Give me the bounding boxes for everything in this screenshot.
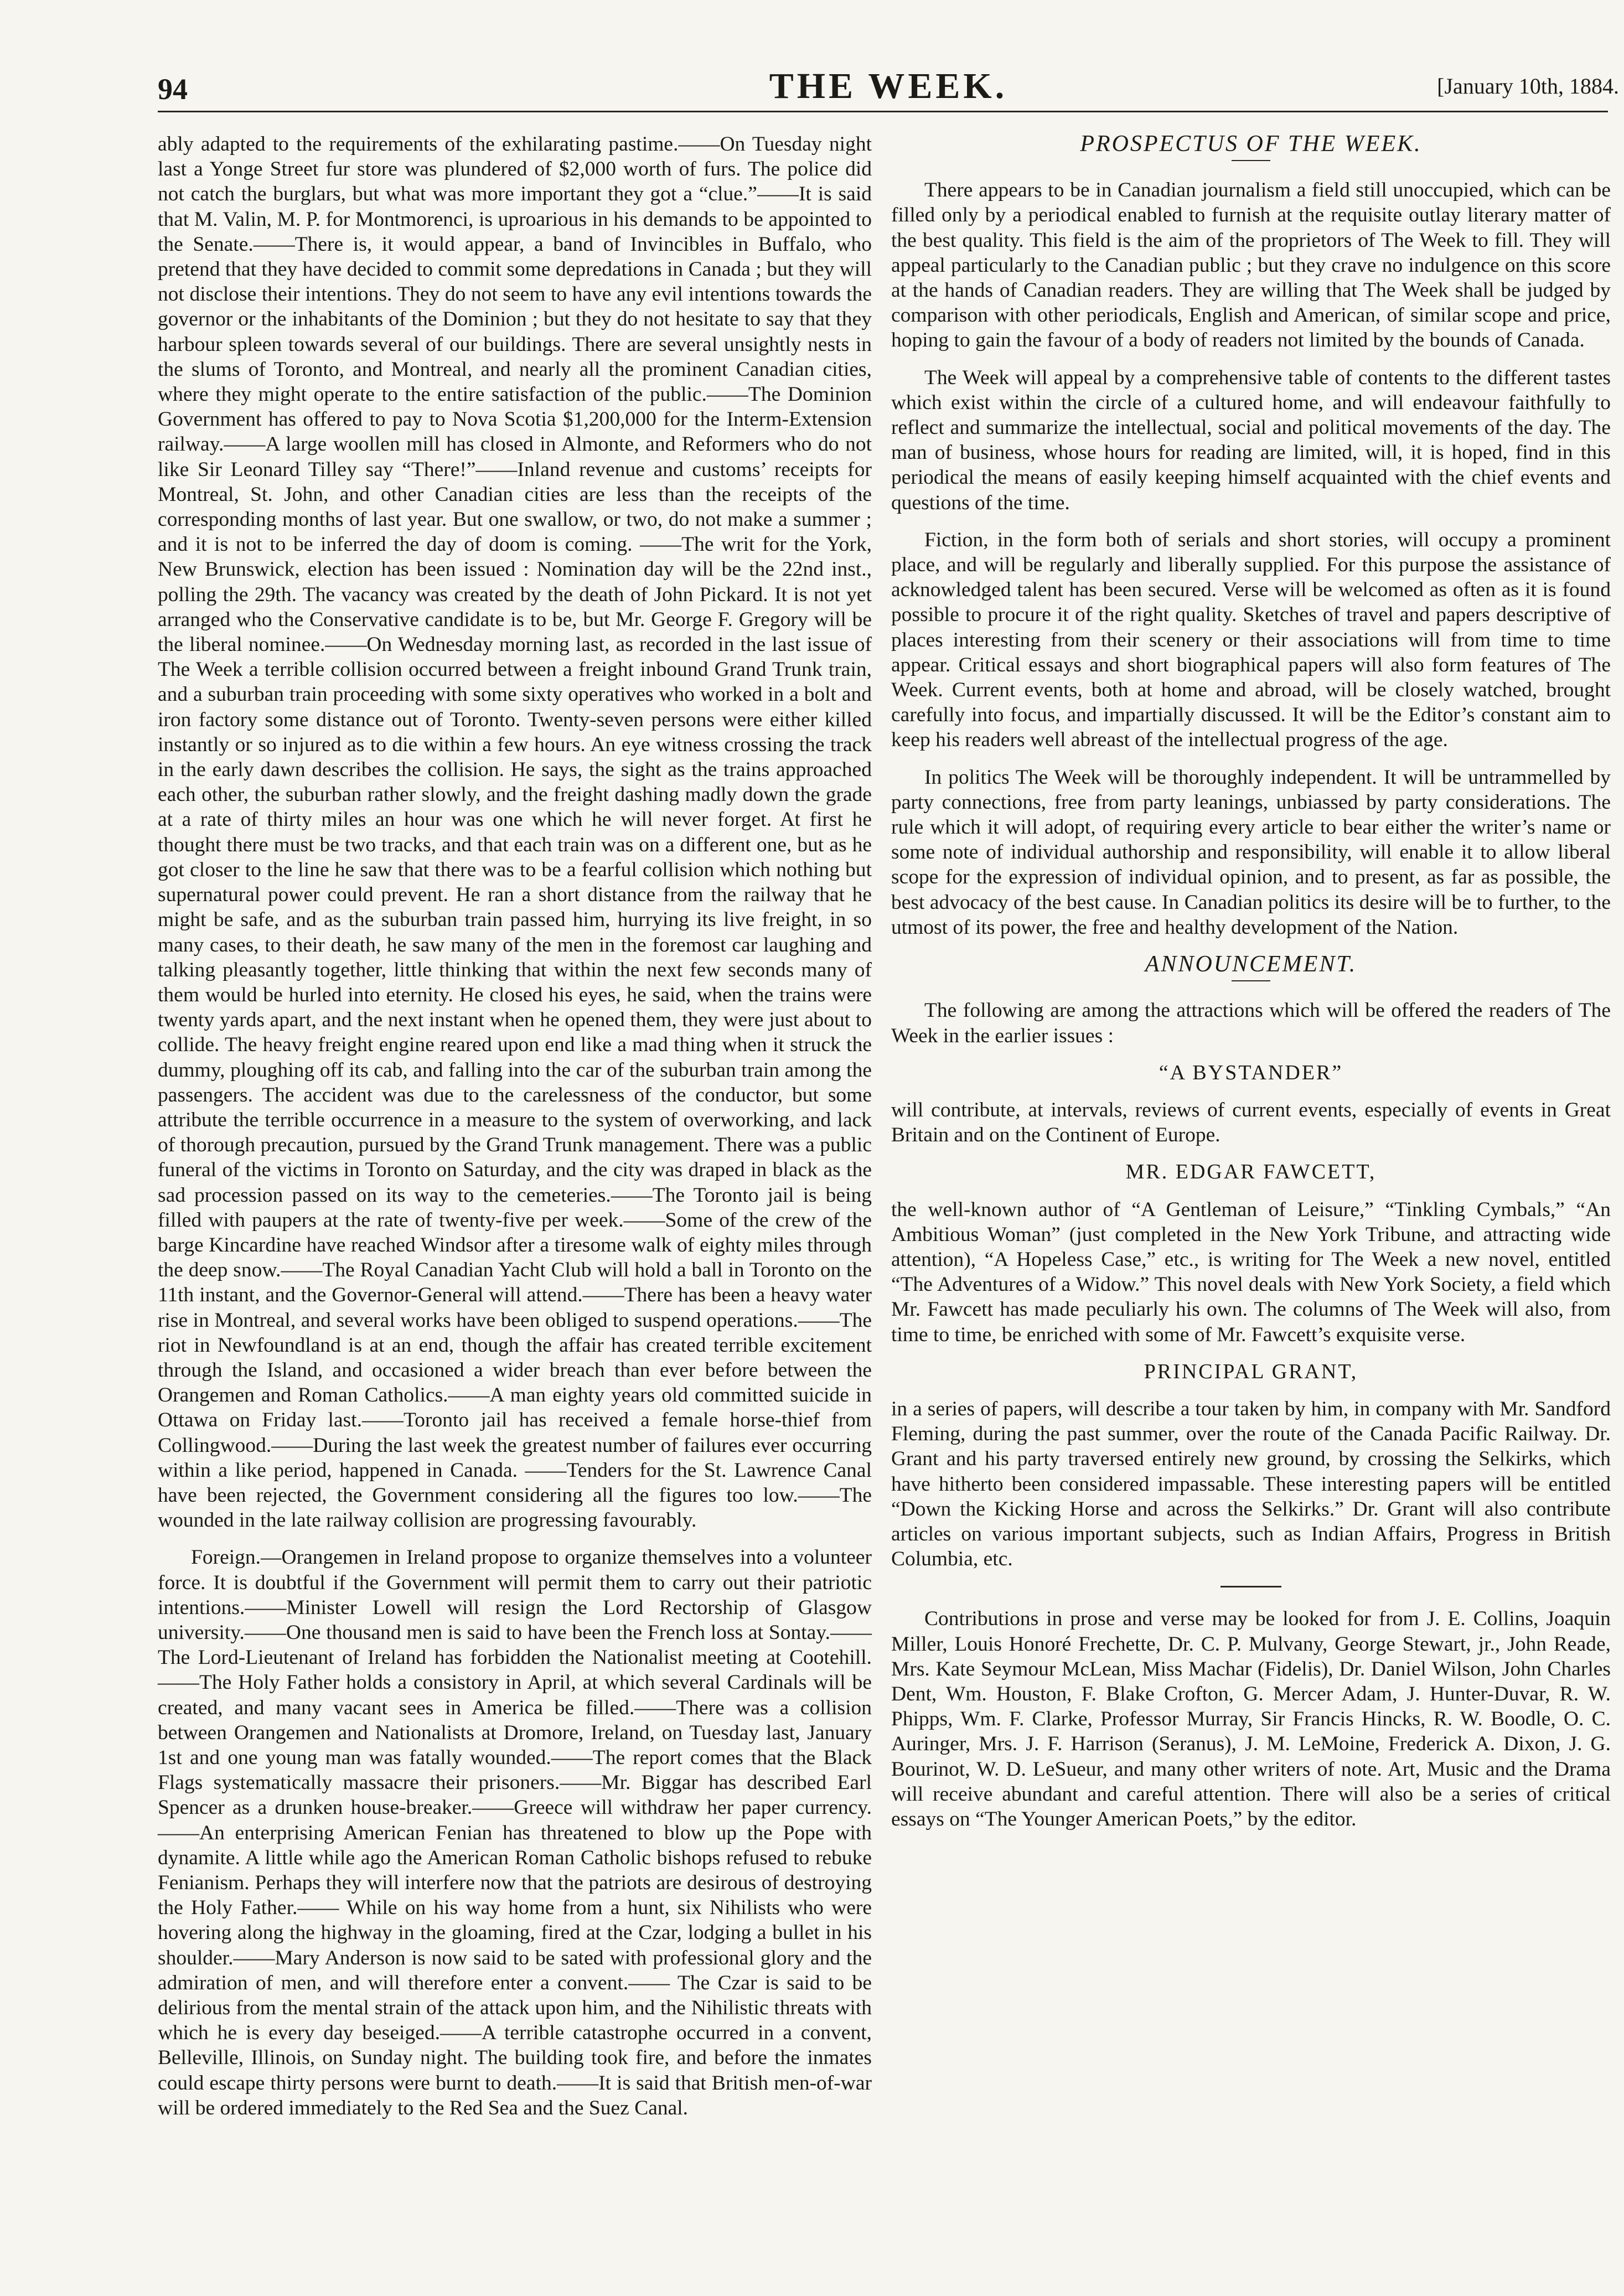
header-rule	[158, 111, 1608, 112]
section-rule	[1220, 1586, 1281, 1587]
announcement-heading: ANNOUNCEMENT.	[1145, 952, 1357, 978]
page-header	[158, 65, 1619, 115]
announcement-intro: The following are among the attractions which will be offered the readers of The Week in the earlier issues :	[891, 999, 1611, 1047]
prospectus-paragraph: Fiction, in the form both of serials and short stories, will occupy a prominent place, and will be regularly and liberally supplied. For this purpose the assistance of acknowledged talent has been secured. Verse will be welcomed as often as it is found possible to procure it of the right quality. Sketches of travel and papers descriptive of places interesting from their scenery or their associations will from time to time appear. Critical essays and short biographical papers will also form features of The Week. Current events, both at home and abroad, will be closely watched, brought carefully into focus, and impartially discussed. It will be the Editor’s constant aim to keep his readers well abreast of the intellectual progress of the age.	[891, 528, 1611, 752]
prospectus-paragraph: The Week will appeal by a comprehensive table of contents to the different tastes which exist within the circle of a cultured home, and will endeavour faithfully to reflect and summarize the intellectual, social and political movements of the day. The man of business, whose hours for reading are limited, will, it is hoped, find in this periodical the means of easily keeping himself acquainted with the chief events and questions of the time.	[891, 366, 1611, 514]
canadian-news-paragraph: ably adapted to the requirements of the exhilarating pastime.——On Tuesday night last a Yonge Street fur store was plundered of $2,000 worth of furs. The police did not catch the burglars, but what was more important they got a “clue.”——It is said that M. Valin, M. P. for Montmorenci, is uproarious in his demands to be appointed to the Senate.——There is, it would appear, a band of Invincibles in Buffalo, who pretend that they have decided to commit some depredations in Canada ; but they will not disclose their intentions. They do not seem to have any evil intentions towards the governor or the inhabitants of the Dominion ; but they do not hesitate to say that they harbour spleen towards several of our buildings. There are several unsightly nests in the slums of Toronto, and Montreal, and nearly all the prominent Canadian cities, where they might operate to the entire satisfaction of the public.——The Dominion Government has offered to pay to Nova Scotia $1,200,000 for the Interm-Extension railway.——A large woollen mill has closed in Almonte, and Reformers who do not like Sir Leonard Tilley say “There!”——Inland revenue and customs’ receipts for Montreal, St. John, and other Canadian cities are less than the receipts of the corresponding months of last year. But one swallow, or two, do not make a summer ; and it is not to be inferred the day of doom is coming. ——The writ for the York, New Brunswick, election has been issued : Nomination day will be the 22nd inst., polling the 29th. The vacancy was created by the death of John Pickard. It is not yet arranged who the Conservative candidate is to be, but Mr. George F. Gregory will be the liberal nominee.——On Wednesday morning last, as recorded in the last issue of The Week a terrible collision occurred between a freight inbound Grand Trunk train, and a suburban train proceeding with some sixty operatives who worked in a bolt and iron factory some distance out of Toronto. Twenty-seven persons were either killed instantly or so injured as to die within a few hours. An eye witness crossing the track in the early dawn describes the collision. He says, the sight as the trains approached each other, the suburban rather slowly, and the freight dashing madly down the grade at a rate of thirty miles an hour was one which he will never forget. At first he thought there must be two tracks, and that each train was on a different one, but as he got closer to the line he saw that there was to be a fearful collision which nothing but supernatural power could prevent. He ran a short distance from the railway that he might be safe, and as the suburban train passed him, hurrying its live freight, in so many cases, to their death, he saw many of the men in the foremost car laughing and talking pleasantly together, little thinking that within the next few seconds many of them would be hurled into eternity. He closed his eyes, he said, when the trains were twenty yards apart, and the next instant when he opened them, they were just about to collide. The heavy freight engine reared upon end like a mad thing when it struck the dummy, ploughing off its cab, and falling into the car of the suburban train among the passengers. The accident was due to the carelessness of the conductor, but some attribute the terrible occurrence in a measure to the system of overworking, and lack of thorough precaution, pursued by the Grand Trunk management. There was a public funeral of the victims in Toronto on Saturday, and the city was draped in black as the sad procession passed on its way to the cemeteries.——The Toronto jail is being filled with paupers at the rate of twenty-five per week.——Some of the crew of the barge Kincardine have reached Windsor after a tiresome walk of eighty miles through the deep snow.——The Royal Canadian Yacht Club will hold a ball in Toronto on the 11th instant, and the Governor-General will attend.——There has been a heavy water rise in Montreal, and several works have been obliged to suspend operations.——The riot in Newfoundland is at an end, though the affair has created terrible excitement through the Island, and occasioned a wider breach than ever before between the Orangemen and Roman Catholics.——A man eighty years old committed suicide in Ottawa on Friday last.——Toronto jail has received a female horse-thief from Collingwood.——During the last week the greatest number of failures ever occurring within a like period, happened in Canada. ——Tenders for the St. Lawrence Canal have been rejected, the Government considering all the figures too low.——The wounded in the late railway collision are progressing favourably.	[158, 133, 872, 1532]
masthead-title: THE WEEK.	[769, 66, 1008, 106]
right-column	[891, 132, 1611, 1844]
page-number: 94	[158, 73, 188, 106]
prospectus-paragraph: In politics The Week will be thoroughly independent. It will be untrammelled by party connections, free from party leanings, unbiassed by party considerations. The rule which it will adopt, of requiring every article to bear either the writer’s name or some note of individual authorship and responsibility, will enable it to allow liberal scope for the expression of individual opinion, and to present, as far as possible, the best advocacy of the best cause. In Canadian politics its desire will be to further, to the utmost of its power, the free and healthy development of the Nation.	[891, 766, 1611, 939]
prospectus-paragraph: There appears to be in Canadian journalism a field still unoccupied, which can be filled only by a periodical enabled to furnish at the requisite outlay literary matter of the best quality. This field is the aim of the proprietors of The Week to fill. They will appeal particularly to the Canadian public ; but they crave no indulgence on this score at the hands of Canadian readers. They are willing that The Week shall be judged by comparison with other periodicals, English and American, of similar scope and price, hoping to gain the favour of a body of readers not limited by the bounds of Canada.	[891, 179, 1611, 352]
bystander-heading: “A BYSTANDER”	[1158, 1061, 1343, 1084]
grant-heading: PRINCIPAL GRANT,	[1144, 1359, 1358, 1383]
fawcett-text: the well-known author of “A Gentleman of Leisure,” “Tinkling Cymbals,” “An Ambitious Woman” (just completed in the New York Tribune, and attracting wide attention), “A Hopeless Case,” etc., is writing for The Week a new novel, entitled “The Adventures of a Widow.” This novel deals with New York Society, a field which Mr. Fawcett has made peculiarly his own. The columns of The Week will also, from time to time, be enriched with some of Mr. Fawcett’s exquisite verse.	[891, 1198, 1611, 1346]
heading-rule	[1232, 160, 1270, 161]
bystander-text: will contribute, at intervals, reviews of current events, especially of events in Great Britain and on the Continent of Europe.	[891, 1098, 1611, 1147]
heading-rule	[1232, 980, 1270, 981]
issue-date: [January 10th, 1884.	[1437, 74, 1619, 99]
left-column	[158, 132, 872, 2133]
fawcett-heading: MR. EDGAR FAWCETT,	[1125, 1160, 1377, 1184]
grant-text: in a series of papers, will describe a tour taken by him, in company with Mr. Sandford Fleming, during the past summer, over the route of the Canada Pacific Railway. Dr. Grant and his party traversed entirely new ground, by crossing the Selkirks, which have hitherto been considered impassable. These interesting papers will be entitled “Down the Kicking Horse and across the Selkirks.” Dr. Grant will also contribute articles on various important subjects, such as Indian Affairs, Progress in British Columbia, etc.	[891, 1397, 1611, 1571]
contributions-paragraph: Contributions in prose and verse may be looked for from J. E. Collins, Joaquin Miller, Louis Honoré Frechette, Dr. C. P. Mulvany, George Stewart, jr., John Reade, Mrs. Kate Seymour McLean, Miss Machar (Fidelis), Dr. Daniel Wilson, John Charles Dent, Wm. Houston, F. Blake Crofton, G. Mercer Adam, J. Hunter-Duvar, R. W. Phipps, Wm. F. Clarke, Professor Murray, Sir Francis Hincks, R. W. Boodle, O. C. Auringer, Mrs. J. F. Harrison (Seranus), J. M. LeMoine, Frederick A. Dixon, J. G. Bourinot, W. D. LeSueur, and many other writers of note. Art, Music and the Drama will receive abundant and careful attention. There will also be a series of critical essays on “The Younger American Poets,” by the editor.	[891, 1607, 1611, 1830]
prospectus-heading: PROSPECTUS OF THE WEEK.	[1080, 131, 1422, 157]
foreign-news-paragraph: Foreign.—Orangemen in Ireland propose to organize themselves into a volunteer force. It is doubtful if the Government will permit them to carry out their patriotic intentions.——Minister Lowell will resign the Lord Rectorship of Glasgow university.——One thousand men is said to have been the French loss at Sontay.——The Lord-Lieutenant of Ireland has forbidden the Nationalist meeting at Cootehill.——The Holy Father holds a consistory in April, at which several Cardinals will be created, and many vacant sees in America be filled.——There was a collision between Orangemen and Nationalists at Dromore, Ireland, on Tuesday last, January 1st and one young man was fatally wounded.——The report comes that the Black Flags systematically massacre their prisoners.——Mr. Biggar has described Earl Spencer as a drunken house-breaker.——Greece will withdraw her paper currency.——An enterprising American Fenian has threatened to blow up the Pope with dynamite. A little while ago the American Roman Catholic bishops refused to rebuke Fenianism. Perhaps they will interfere now that the patriots are desirous of destroying the Holy Father.—— While on his way home from a hunt, six Nihilists who were hovering along the highway in the gloaming, fired at the Czar, lodging a bullet in his shoulder.——Mary Anderson is now said to be sated with professional glory and the admiration of men, and will therefore enter a convent.—— The Czar is said to be delirious from the mental strain of the attack upon him, and the Nihilistic threats with which he is every day beseiged.——A terrible catastrophe occurred in a convent, Belleville, Illinois, on Sunday night. The building took fire, and before the inmates could escape thirty persons were burnt to death.——It is said that British men-of-war will be ordered immediately to the Red Sea and the Suez Canal.	[158, 1546, 872, 2119]
